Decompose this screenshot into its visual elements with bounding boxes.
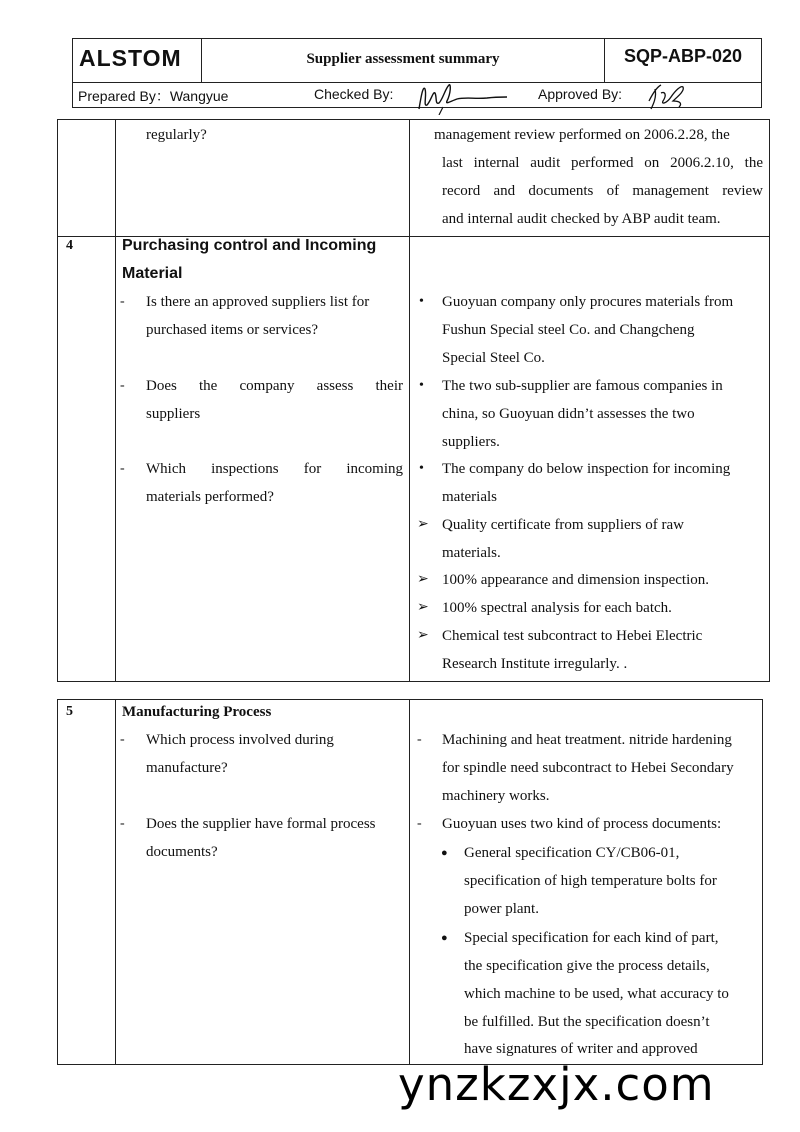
answer-line: Special specification for each kind of part, — [464, 930, 719, 946]
question-tail: regularly? — [146, 127, 207, 143]
answer-line: materials. — [442, 545, 501, 561]
dash-marker: - — [417, 816, 422, 831]
answer-line: last internal audit performed on 2006.2.10, the — [442, 155, 763, 171]
answer-line: Guoyuan company only procures materials from — [442, 294, 734, 310]
doc-number-cell — [604, 39, 761, 82]
answer-line: Special Steel Co. — [442, 350, 545, 366]
question-line: purchased items or services? — [146, 322, 319, 338]
watermark-text: ynzkzxjx.com — [398, 1058, 715, 1111]
dash-marker: - — [120, 461, 125, 476]
answer-line: Research Institute irregularly. . — [442, 656, 628, 672]
answer-line: specification of high temperature bolts for — [464, 873, 717, 889]
arrow-bullet-icon: ➢ — [417, 517, 429, 532]
answer-line: General specification CY/CB06-01, — [464, 845, 680, 861]
question-line: Which process involved during — [146, 732, 334, 748]
answer-line: the specification give the process details, — [464, 958, 710, 974]
answer-line: Fushun Special steel Co. and Changcheng — [442, 322, 695, 338]
answer-line: Quality certificate from suppliers of raw — [442, 517, 684, 533]
section-title: Purchasing control and Incoming — [122, 237, 377, 254]
answer-line: machinery works. — [442, 788, 550, 804]
answer-line: be fulfilled. But the specification doesn’t — [464, 1014, 710, 1030]
dash-marker: - — [417, 732, 422, 747]
arrow-bullet-icon: ➢ — [417, 628, 429, 643]
arrow-bullet-icon: ➢ — [417, 572, 429, 587]
section-title: Material — [122, 265, 183, 282]
checker-signature — [413, 79, 513, 115]
answer-line: china, so Guoyuan didn’t assesses the two — [442, 406, 695, 422]
dot-bullet-icon: ● — [441, 932, 448, 944]
answer-line: and internal audit checked by ABP audit team. — [442, 211, 721, 227]
answer-line: suppliers. — [442, 434, 500, 450]
answer-line: The two sub-supplier are famous companies in — [442, 378, 723, 394]
approver-signature — [643, 79, 693, 111]
question-line: manufacture? — [146, 760, 228, 776]
bullet-marker: • — [419, 378, 424, 393]
question-line: Is there an approved suppliers list for — [146, 294, 370, 310]
checked-by-label: Checked By: — [314, 86, 394, 102]
header-top-row — [73, 39, 761, 83]
question-line: Does the supplier have formal process — [146, 816, 376, 832]
answer-line: 100% spectral analysis for each batch. — [442, 600, 672, 616]
document-header — [72, 38, 762, 108]
dash-marker: - — [120, 378, 125, 393]
bullet-marker: • — [419, 461, 424, 476]
question-line: Does the company assess their — [146, 378, 403, 394]
dot-bullet-icon: ● — [441, 847, 448, 859]
dash-marker: - — [120, 816, 125, 831]
section-number: 4 — [66, 238, 73, 253]
answer-line: management review performed on 2006.2.28, the — [434, 127, 730, 143]
dash-marker: - — [120, 732, 125, 747]
arrow-bullet-icon: ➢ — [417, 600, 429, 615]
question-line: materials performed? — [146, 489, 274, 505]
answer-line: materials — [442, 489, 497, 505]
assessment-table-1 — [57, 119, 770, 682]
approved-by-label: Approved By: — [538, 86, 623, 102]
answer-line: Machining and heat treatment. nitride hardening — [442, 732, 732, 748]
answer-line: The company do below inspection for incoming — [442, 461, 731, 477]
answer-line: 100% appearance and dimension inspection. — [442, 572, 709, 588]
answer-line: which machine to be used, what accuracy to — [464, 986, 729, 1002]
answer-line: for spindle need subcontract to Hebei Secondary — [442, 760, 734, 776]
dash-marker: - — [120, 294, 125, 309]
answer-line: power plant. — [464, 901, 539, 917]
section-number: 5 — [66, 704, 73, 719]
answer-line: Guoyuan uses two kind of process documents: — [442, 816, 722, 832]
question-line: documents? — [146, 844, 218, 860]
logo-cell — [73, 39, 202, 82]
assessment-table-2 — [57, 699, 763, 1065]
bullet-marker: • — [419, 294, 424, 309]
prepared-by: Prepared By：Wangyue — [78, 88, 229, 104]
question-line: suppliers — [146, 406, 201, 422]
document-number: SQP-ABP-020 — [623, 46, 743, 66]
document-title: Supplier assessment summary — [306, 51, 500, 67]
question-line: Which inspections for incoming — [146, 461, 403, 477]
answer-line: record and documents of management review — [442, 183, 763, 199]
alstom-logo: ALSTOM — [79, 45, 182, 71]
section-title: Manufacturing Process — [122, 704, 272, 720]
answer-line: have signatures of writer and approved — [464, 1041, 698, 1057]
answer-line: Chemical test subcontract to Hebei Electric — [442, 628, 703, 644]
